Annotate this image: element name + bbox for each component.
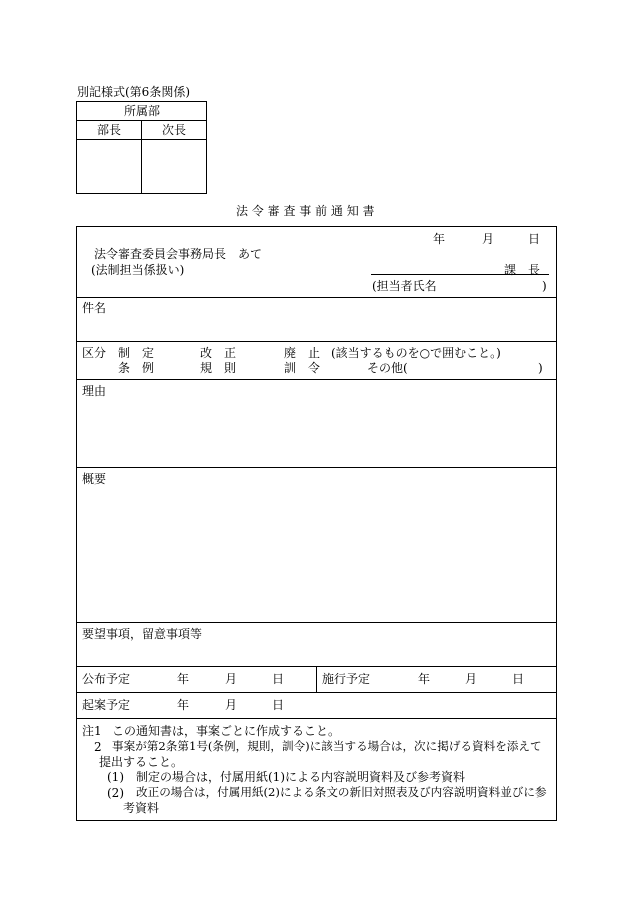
promulgation-month: 月 xyxy=(225,672,238,686)
reason-label: 理由 xyxy=(82,384,107,398)
sub-note-2-prefix: (2) xyxy=(107,786,124,800)
sub-note-2-line2: 考資料 xyxy=(123,801,160,815)
category-kunrei: 訓 令 xyxy=(284,361,321,375)
drafting-month: 月 xyxy=(225,698,238,712)
category-jorei: 条 例 xyxy=(118,361,155,375)
subject-label: 件名 xyxy=(82,301,107,315)
drafting-day: 日 xyxy=(272,698,285,712)
category-other-close: ) xyxy=(538,361,543,375)
staff-name-close: ) xyxy=(542,279,547,293)
form-label: 別記様式(第6条関係) xyxy=(77,85,190,99)
approval-col-jicho: 次長 xyxy=(162,123,187,137)
category-haishi: 廃 止 xyxy=(284,346,321,360)
recipient-note: (法制担当係扱い) xyxy=(91,263,185,277)
drafting-label: 起案予定 xyxy=(82,698,131,712)
section-chief: 課 長 xyxy=(504,263,541,277)
category-kaisei: 改 正 xyxy=(200,346,237,360)
date-year: 年 xyxy=(433,232,446,246)
note-2-line2: 提出すること。 xyxy=(99,755,184,769)
promulgation-year: 年 xyxy=(177,672,190,686)
note-1-prefix: 注1 xyxy=(82,724,102,738)
sub-note-1-prefix: (1) xyxy=(107,770,124,784)
date-month: 月 xyxy=(482,232,495,246)
sub-note-2-line1: 改正の場合は，付属用紙(2)による条文の新旧対照表及び内容説明資料並びに参 xyxy=(136,785,547,799)
category-seitei: 制 定 xyxy=(118,346,155,360)
note-2-line1: 事案が第2条第1号(条例，規則，訓令)に該当する場合は，次に掲げる資料を添えて xyxy=(112,739,542,753)
approval-header: 所属部 xyxy=(124,104,161,118)
enforcement-label: 施行予定 xyxy=(322,672,371,686)
category-kisoku: 規 則 xyxy=(200,361,237,375)
approval-col-bucho: 部長 xyxy=(97,123,122,137)
category-note: (該当するものを○で囲むこと。) xyxy=(331,346,501,360)
category-other: その他( xyxy=(367,361,408,375)
enforcement-year: 年 xyxy=(418,672,431,686)
page-title: 法 令 審 査 事 前 通 知 書 xyxy=(236,204,375,218)
enforcement-day: 日 xyxy=(512,672,525,686)
recipient: 法令審査委員会事務局長 あて xyxy=(94,247,263,261)
promulgation-label: 公布予定 xyxy=(82,672,131,686)
category-label: 区分 xyxy=(82,346,107,360)
enforcement-month: 月 xyxy=(465,672,478,686)
note-1-text: この通知書は，事案ごとに作成すること。 xyxy=(112,724,341,738)
staff-name-open: (担当者氏名 xyxy=(372,279,437,293)
requests-label: 要望事項，留意事項等 xyxy=(82,627,203,641)
date-day: 日 xyxy=(528,232,541,246)
drafting-year: 年 xyxy=(177,698,190,712)
note-2-prefix: 2 xyxy=(94,740,102,754)
promulgation-day: 日 xyxy=(272,672,285,686)
summary-label: 概要 xyxy=(82,472,107,486)
sub-note-1-text: 制定の場合は，付属用紙(1)による内容説明資料及び参考資料 xyxy=(136,770,466,784)
